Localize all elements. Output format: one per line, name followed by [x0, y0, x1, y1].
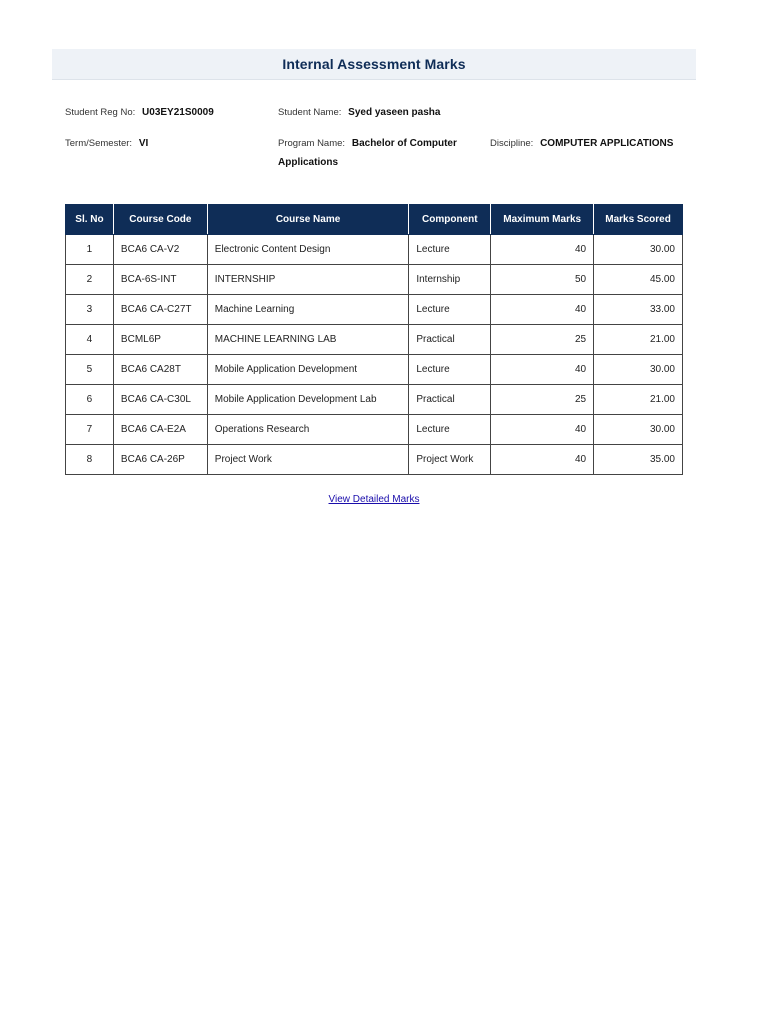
cell-maximum-marks: 50 [491, 265, 594, 295]
table-row [66, 385, 683, 415]
cell-marks-scored: 35.00 [594, 445, 683, 475]
student-name-value: Syed yaseen pasha [348, 107, 441, 118]
cell-component: Lecture [409, 295, 491, 325]
column-header-maximum-marks: Maximum Marks [491, 205, 594, 235]
cell-marks-scored: 30.00 [594, 235, 683, 265]
cell-sl-no: 6 [66, 385, 114, 415]
cell-maximum-marks: 40 [491, 295, 594, 325]
table-row [66, 235, 683, 265]
cell-course-name: INTERNSHIP [207, 265, 409, 295]
cell-maximum-marks: 40 [491, 355, 594, 385]
cell-course-code: BCA6 CA-26P [113, 445, 207, 475]
cell-component: Lecture [409, 355, 491, 385]
cell-sl-no: 3 [66, 295, 114, 325]
cell-marks-scored: 30.00 [594, 415, 683, 445]
term-semester-value: VI [138, 138, 149, 149]
cell-marks-scored: 33.00 [594, 295, 683, 325]
cell-component: Lecture [409, 415, 491, 445]
cell-component: Practical [409, 325, 491, 355]
cell-maximum-marks: 40 [491, 445, 594, 475]
cell-maximum-marks: 25 [491, 385, 594, 415]
page-title: Internal Assessment Marks [282, 56, 466, 72]
view-detailed-marks-link[interactable]: View Detailed Marks [328, 494, 420, 505]
column-header-component: Component [409, 205, 491, 235]
cell-sl-no: 5 [66, 355, 114, 385]
student-reg-value: U03EY21S0009 [142, 107, 214, 118]
cell-sl-no: 2 [66, 265, 114, 295]
cell-marks-scored: 45.00 [594, 265, 683, 295]
cell-sl-no: 4 [66, 325, 114, 355]
table-row [66, 325, 683, 355]
table-row [66, 415, 683, 445]
cell-marks-scored: 30.00 [594, 355, 683, 385]
table-header-row [66, 205, 683, 235]
cell-component: Internship [409, 265, 491, 295]
cell-maximum-marks: 40 [491, 235, 594, 265]
cell-course-code: BCML6P [113, 325, 207, 355]
cell-course-name: Machine Learning [207, 295, 409, 325]
cell-course-name: MACHINE LEARNING LAB [207, 325, 409, 355]
student-reg-label: Student Reg No: [65, 107, 136, 118]
cell-course-name: Operations Research [207, 415, 409, 445]
cell-course-code: BCA6 CA28T [113, 355, 207, 385]
cell-course-code: BCA-6S-INT [113, 265, 207, 295]
cell-sl-no: 7 [66, 415, 114, 445]
cell-course-name: Project Work [207, 445, 409, 475]
page-header [52, 49, 696, 80]
cell-course-code: BCA6 CA-E2A [113, 415, 207, 445]
program-name-label: Program Name: [278, 138, 346, 149]
cell-course-code: BCA6 CA-V2 [113, 235, 207, 265]
discipline-label: Discipline: [490, 138, 534, 149]
column-header-marks-scored: Marks Scored [594, 205, 683, 235]
student-reg-field [65, 103, 214, 122]
column-header-sl-no: Sl. No [66, 205, 114, 235]
column-header-course-name: Course Name [207, 205, 409, 235]
table-row [66, 265, 683, 295]
marks-table [65, 204, 683, 475]
column-header-course-code: Course Code [113, 205, 207, 235]
cell-component: Practical [409, 385, 491, 415]
cell-maximum-marks: 25 [491, 325, 594, 355]
cell-component: Project Work [409, 445, 491, 475]
cell-marks-scored: 21.00 [594, 385, 683, 415]
cell-course-code: BCA6 CA-C30L [113, 385, 207, 415]
discipline-field [490, 134, 673, 153]
table-row [66, 355, 683, 385]
discipline-value: COMPUTER APPLICATIONS [540, 138, 674, 149]
table-row [66, 445, 683, 475]
cell-course-name: Mobile Application Development Lab [207, 385, 409, 415]
student-name-label: Student Name: [278, 107, 342, 118]
cell-sl-no: 8 [66, 445, 114, 475]
table-row [66, 295, 683, 325]
cell-course-name: Mobile Application Development [207, 355, 409, 385]
cell-maximum-marks: 40 [491, 415, 594, 445]
program-name-value: Bachelor of Computer Applications [278, 138, 457, 168]
cell-component: Lecture [409, 235, 491, 265]
student-name-field [278, 103, 440, 122]
term-semester-label: Term/Semester: [65, 138, 133, 149]
cell-marks-scored: 21.00 [594, 325, 683, 355]
cell-course-code: BCA6 CA-C27T [113, 295, 207, 325]
program-name-field [278, 134, 478, 172]
term-semester-field [65, 134, 148, 153]
cell-sl-no: 1 [66, 235, 114, 265]
cell-course-name: Electronic Content Design [207, 235, 409, 265]
